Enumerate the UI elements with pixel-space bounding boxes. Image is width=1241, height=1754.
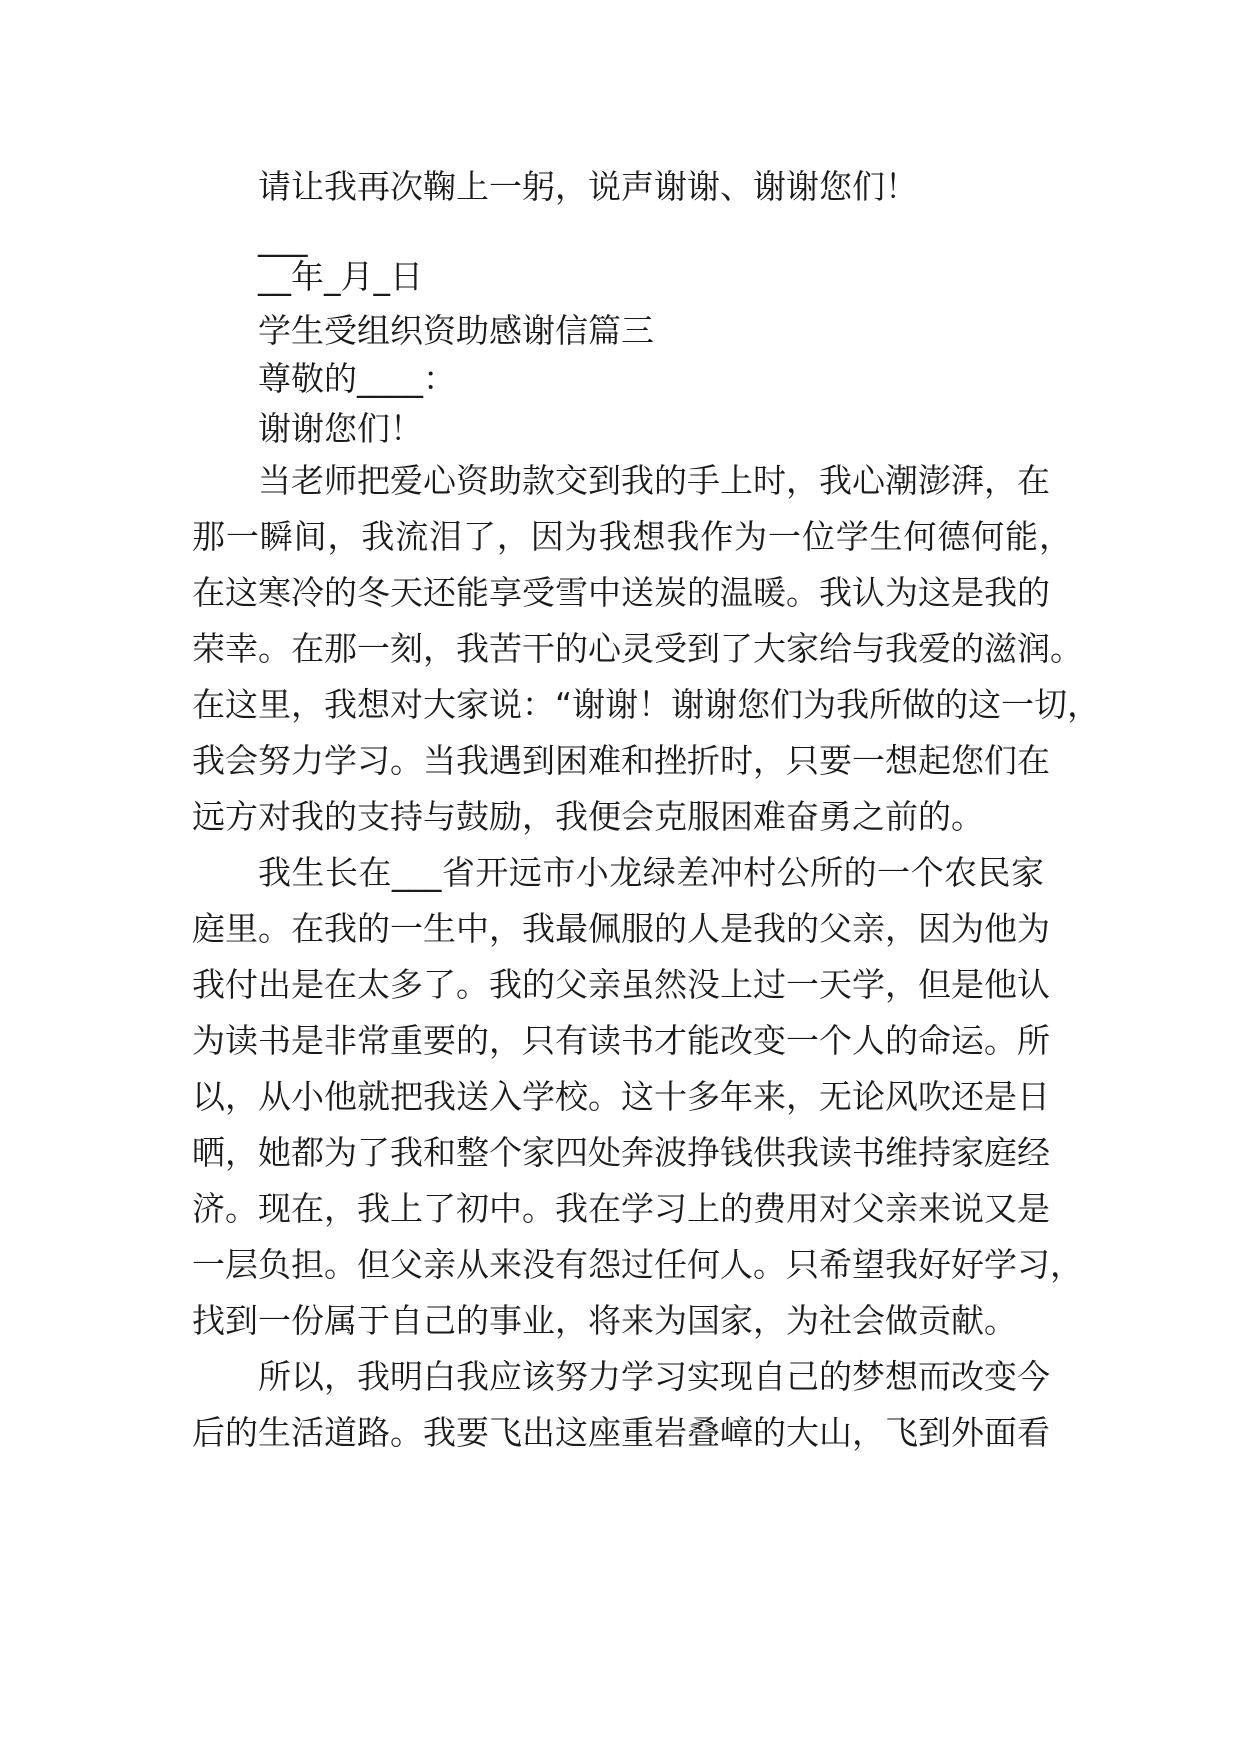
section-title: 学生受组织资助感谢信篇三 bbox=[258, 311, 654, 350]
paragraph-1-line: 我会努力学习。当我遇到困难和挫折时，只要一想起您们在 bbox=[192, 741, 1050, 780]
paragraph-1-line: 在这里，我想对大家说：“谢谢！谢谢您们为我所做的这一切， bbox=[192, 685, 1101, 724]
paragraph-2-line: 我生长在___省开远市小龙绿差冲村公所的一个农民家 bbox=[258, 853, 1044, 892]
paragraph-2-line: 庭里。在我的一生中，我最佩服的人是我的父亲，因为他为 bbox=[192, 909, 1050, 948]
paragraph-2-line: 以，从小他就把我送入学校。这十多年来，无论风吹还是日 bbox=[192, 1077, 1050, 1116]
thanks-line: 谢谢您们！ bbox=[258, 409, 423, 448]
closing-line: 请让我再次鞠上一躬，说声谢谢、谢谢您们！ bbox=[258, 167, 918, 206]
paragraph-3-line: 后的生活道路。我要飞出这座重岩叠嶂的大山，飞到外面看 bbox=[192, 1413, 1050, 1452]
date-line: __年_月_日 bbox=[258, 257, 423, 296]
paragraph-2-line: 济。现在，我上了初中。我在学习上的费用对父亲来说又是 bbox=[192, 1189, 1050, 1228]
paragraph-2-line: 为读书是非常重要的，只有读书才能改变一个人的命运。所 bbox=[192, 1021, 1050, 1060]
paragraph-2-line: 晒，她都为了我和整个家四处奔波挣钱供我读书维持家庭经 bbox=[192, 1133, 1050, 1172]
paragraph-1-line: 远方对我的支持与鼓励，我便会克服困难奋勇之前的。 bbox=[192, 797, 984, 836]
paragraph-1-line: 当老师把爱心资助款交到我的手上时，我心潮澎湃，在 bbox=[258, 461, 1050, 500]
salutation: 尊敬的____： bbox=[258, 359, 456, 398]
paragraph-3-line: 所以，我明白我应该努力学习实现自己的梦想而改变今 bbox=[258, 1357, 1050, 1396]
paragraph-1-line: 荣幸。在那一刻，我苦干的心灵受到了大家给与我爱的滋润。 bbox=[192, 629, 1083, 668]
paragraph-1-line: 那一瞬间，我流泪了，因为我想我作为一位学生何德何能， bbox=[192, 517, 1072, 556]
paragraph-1-line: 在这寒冷的冬天还能享受雪中送炭的温暖。我认为这是我的 bbox=[192, 573, 1050, 612]
paragraph-2-line: 找到一份属于自己的事业，将来为国家，为社会做贡献。 bbox=[192, 1301, 1017, 1340]
paragraph-2-line: 一层负担。但父亲从来没有怨过任何人。只希望我好好学习， bbox=[192, 1245, 1083, 1284]
signature-blank: ___ bbox=[258, 218, 308, 257]
paragraph-2-line: 我付出是在太多了。我的父亲虽然没上过一天学，但是他认 bbox=[192, 965, 1050, 1004]
